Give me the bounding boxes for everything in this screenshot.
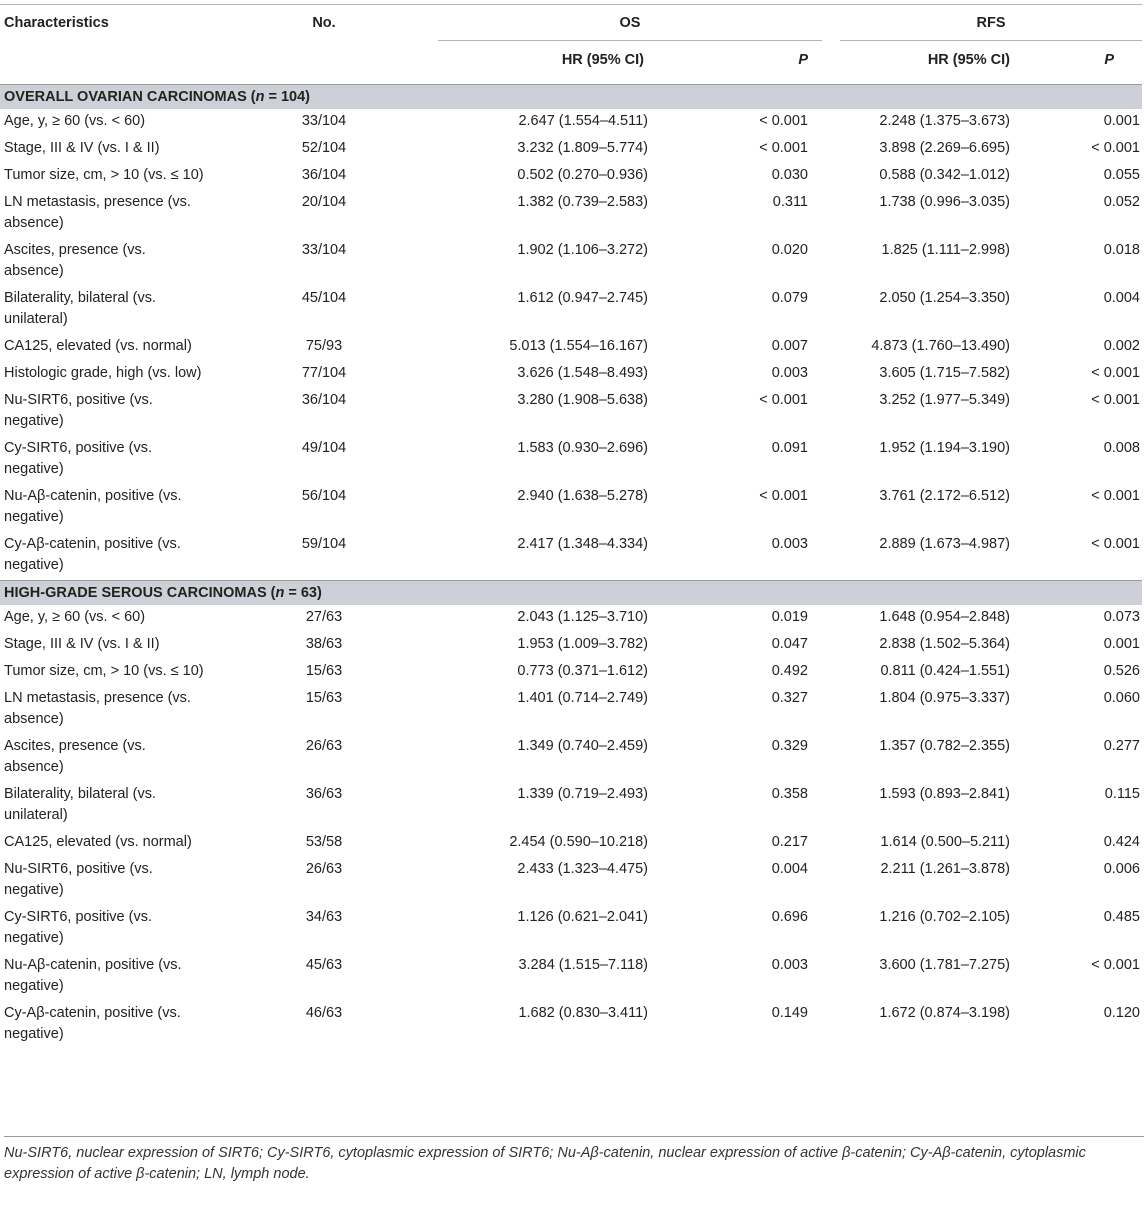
- cell-os-hr: 2.940 (1.638–5.278): [517, 488, 648, 504]
- cell-rfs-hr: 1.952 (1.194–3.190): [879, 440, 1010, 456]
- table-row: [0, 436, 1142, 484]
- cell-rfs-p: < 0.001: [1091, 140, 1140, 156]
- cell-rfs-p: 0.006: [1103, 861, 1140, 877]
- table-row: [0, 605, 1142, 632]
- cell-rfs-p: 0.120: [1103, 1005, 1140, 1021]
- table-row: [0, 388, 1142, 436]
- table-row: [0, 163, 1142, 190]
- cell-characteristic: CA125, elevated (vs. normal): [4, 834, 192, 850]
- cell-os-p: 0.079: [771, 290, 808, 306]
- cell-characteristic: Histologic grade, high (vs. low): [4, 365, 202, 381]
- cell-no: 15/63: [305, 663, 343, 679]
- cell-os-p: 0.696: [771, 909, 808, 925]
- table-row: [0, 361, 1142, 388]
- cell-rfs-hr: 2.248 (1.375–3.673): [879, 113, 1010, 129]
- cell-rfs-hr: 1.357 (0.782–2.355): [879, 738, 1010, 754]
- cell-rfs-hr: 2.838 (1.502–5.364): [879, 636, 1010, 652]
- cell-os-p: 0.020: [771, 242, 808, 258]
- header-os-p: P: [666, 42, 822, 85]
- header-characteristics: Characteristics: [4, 15, 109, 31]
- cell-characteristic: Age, y, ≥ 60 (vs. < 60): [4, 609, 146, 625]
- cell-no: 45/104: [301, 290, 347, 306]
- cell-os-p: 0.030: [771, 167, 808, 183]
- cell-characteristic: Nu-SIRT6, positive (vs. negative): [4, 861, 153, 898]
- cell-os-hr: 3.280 (1.908–5.638): [517, 392, 648, 408]
- cell-no: 77/104: [301, 365, 347, 381]
- cell-os-hr: 2.647 (1.554–4.511): [518, 113, 648, 129]
- cell-no: 49/104: [301, 440, 347, 456]
- cell-characteristic: CA125, elevated (vs. normal): [4, 338, 192, 354]
- cell-os-hr: 5.013 (1.554–16.167): [509, 338, 648, 354]
- table-row: [0, 1001, 1142, 1049]
- cell-rfs-hr: 1.216 (0.702–2.105): [879, 909, 1010, 925]
- cell-rfs-p: < 0.001: [1091, 392, 1140, 408]
- cell-characteristic: Bilaterality, bilateral (vs. unilateral): [4, 786, 157, 823]
- cell-os-hr: 1.339 (0.719–2.493): [517, 786, 648, 802]
- cell-rfs-hr: 1.614 (0.500–5.211): [880, 834, 1010, 850]
- cell-os-p: 0.492: [771, 663, 808, 679]
- table-row: [0, 734, 1142, 782]
- cell-rfs-hr: 1.738 (0.996–3.035): [879, 194, 1010, 210]
- cell-no: 20/104: [301, 194, 347, 210]
- cell-os-hr: 3.232 (1.809–5.774): [517, 140, 648, 156]
- cell-characteristic: Cy-Aβ-catenin, positive (vs. negative): [4, 536, 181, 573]
- header-os: OS: [438, 4, 822, 41]
- cell-no: 46/63: [305, 1005, 343, 1021]
- cell-no: 33/104: [301, 113, 347, 129]
- table-row: [0, 857, 1142, 905]
- section-header: HIGH-GRADE SEROUS CARCINOMAS (n = 63): [0, 581, 1142, 606]
- cell-rfs-p: 0.073: [1103, 609, 1140, 625]
- cell-os-p: < 0.001: [759, 488, 808, 504]
- cell-characteristic: Nu-Aβ-catenin, positive (vs. negative): [4, 488, 182, 525]
- section-header: OVERALL OVARIAN CARCINOMAS (n = 104): [0, 85, 1142, 110]
- cell-os-p: 0.003: [771, 365, 808, 381]
- cell-rfs-hr: 3.252 (1.977–5.349): [879, 392, 1010, 408]
- table-row: [0, 830, 1142, 857]
- cell-no: 27/63: [305, 609, 343, 625]
- cell-os-hr: 1.953 (1.009–3.782): [517, 636, 648, 652]
- cell-os-p: < 0.001: [759, 113, 808, 129]
- cell-os-hr: 1.583 (0.930–2.696): [517, 440, 648, 456]
- header-rfs: RFS: [840, 4, 1142, 41]
- cell-characteristic: Stage, III & IV (vs. I & II): [4, 140, 160, 156]
- cell-os-hr: 1.126 (0.621–2.041): [517, 909, 648, 925]
- header-rfs-group: [822, 4, 1142, 42]
- header-no: No.: [312, 15, 336, 31]
- cell-characteristic: Cy-SIRT6, positive (vs. negative): [4, 909, 152, 946]
- cell-rfs-p: 0.115: [1104, 786, 1140, 802]
- cell-rfs-p: < 0.001: [1091, 365, 1140, 381]
- cell-rfs-hr: 3.898 (2.269–6.695): [879, 140, 1010, 156]
- header-rfs-p: P: [1028, 42, 1142, 85]
- cell-os-hr: 1.612 (0.947–2.745): [517, 290, 648, 306]
- cell-no: 36/104: [301, 167, 347, 183]
- cell-rfs-p: < 0.001: [1091, 488, 1140, 504]
- table-row: [0, 286, 1142, 334]
- cell-os-hr: 1.902 (1.106–3.272): [517, 242, 648, 258]
- table-row: [0, 686, 1142, 734]
- cell-no: 52/104: [301, 140, 347, 156]
- cell-rfs-p: 0.055: [1103, 167, 1140, 183]
- cell-characteristic: Cy-SIRT6, positive (vs. negative): [4, 440, 152, 477]
- table-row: [0, 532, 1142, 581]
- cell-rfs-p: 0.008: [1103, 440, 1140, 456]
- cell-no: 26/63: [305, 738, 343, 754]
- cell-os-hr: 0.773 (0.371–1.612): [517, 663, 648, 679]
- cell-rfs-hr: 1.648 (0.954–2.848): [879, 609, 1010, 625]
- cell-no: 34/63: [305, 909, 343, 925]
- cell-no: 38/63: [305, 636, 343, 652]
- cell-os-hr: 1.401 (0.714–2.749): [517, 690, 648, 706]
- cell-os-p: 0.327: [771, 690, 808, 706]
- cell-os-hr: 2.417 (1.348–4.334): [517, 536, 648, 552]
- cell-characteristic: Bilaterality, bilateral (vs. unilateral): [4, 290, 157, 327]
- cell-rfs-p: 0.424: [1103, 834, 1140, 850]
- cell-characteristic: Tumor size, cm, > 10 (vs. ≤ 10): [4, 167, 204, 183]
- cell-no: 45/63: [305, 957, 343, 973]
- cell-os-p: < 0.001: [759, 140, 808, 156]
- cell-os-p: 0.311: [772, 194, 808, 210]
- cell-no: 75/93: [305, 338, 343, 354]
- cell-no: 56/104: [301, 488, 347, 504]
- cell-rfs-hr: 1.672 (0.874–3.198): [879, 1005, 1010, 1021]
- cell-os-hr: 0.502 (0.270–0.936): [517, 167, 648, 183]
- table-row: [0, 190, 1142, 238]
- cell-os-p: 0.047: [771, 636, 808, 652]
- cell-characteristic: Tumor size, cm, > 10 (vs. ≤ 10): [4, 663, 204, 679]
- header-os-hr: HR (95% CI): [444, 42, 666, 85]
- cell-os-hr: 2.043 (1.125–3.710): [517, 609, 648, 625]
- cell-os-p: < 0.001: [759, 392, 808, 408]
- cell-os-p: 0.149: [771, 1005, 808, 1021]
- cell-no: 36/63: [305, 786, 343, 802]
- cell-no: 33/104: [301, 242, 347, 258]
- cell-rfs-p: 0.052: [1103, 194, 1140, 210]
- cell-characteristic: Nu-Aβ-catenin, positive (vs. negative): [4, 957, 182, 994]
- table-row: [0, 334, 1142, 361]
- cell-no: 15/63: [305, 690, 343, 706]
- cell-characteristic: LN metastasis, presence (vs. absence): [4, 690, 191, 727]
- cell-os-p: 0.003: [771, 536, 808, 552]
- cell-no: 26/63: [305, 861, 343, 877]
- cell-os-p: 0.004: [771, 861, 808, 877]
- cell-rfs-p: 0.060: [1103, 690, 1140, 706]
- footnote: Nu-SIRT6, nuclear expression of SIRT6; Cy-SIRT6, cytoplasmic expression of SIRT6; Nu-Aβ-catenin, nuclear expression of active β-catenin; Cy-Aβ-catenin, cytoplasmic expression of active β-catenin; LN, lymph node.: [4, 1136, 1144, 1185]
- cell-rfs-hr: 1.804 (0.975–3.337): [879, 690, 1010, 706]
- table-row: [0, 632, 1142, 659]
- cell-no: 53/58: [305, 834, 343, 850]
- cell-rfs-p: 0.004: [1103, 290, 1140, 306]
- cell-os-hr: 2.454 (0.590–10.218): [509, 834, 648, 850]
- header-os-group: [444, 4, 822, 42]
- cell-rfs-p: 0.001: [1103, 636, 1140, 652]
- cell-os-p: 0.003: [771, 957, 808, 973]
- cell-rfs-p: 0.277: [1103, 738, 1140, 754]
- table-row: [0, 238, 1142, 286]
- cell-rfs-p: 0.526: [1103, 663, 1140, 679]
- cell-os-p: 0.007: [771, 338, 808, 354]
- cell-characteristic: Stage, III & IV (vs. I & II): [4, 636, 160, 652]
- cell-rfs-p: 0.002: [1103, 338, 1140, 354]
- cell-rfs-hr: 1.593 (0.893–2.841): [879, 786, 1010, 802]
- header-rfs-hr: HR (95% CI): [822, 42, 1028, 85]
- cell-no: 36/104: [301, 392, 347, 408]
- cell-os-p: 0.217: [771, 834, 808, 850]
- survival-table: [0, 4, 1142, 1049]
- cell-rfs-p: 0.001: [1103, 113, 1140, 129]
- table-row: [0, 659, 1142, 686]
- cell-os-hr: 2.433 (1.323–4.475): [517, 861, 648, 877]
- cell-rfs-hr: 0.588 (0.342–1.012): [879, 167, 1010, 183]
- cell-characteristic: LN metastasis, presence (vs. absence): [4, 194, 191, 231]
- cell-rfs-hr: 3.600 (1.781–7.275): [879, 957, 1010, 973]
- cell-os-hr: 1.349 (0.740–2.459): [517, 738, 648, 754]
- cell-rfs-p: < 0.001: [1091, 536, 1140, 552]
- cell-os-p: 0.329: [771, 738, 808, 754]
- table-row: [0, 953, 1142, 1001]
- cell-characteristic: Cy-Aβ-catenin, positive (vs. negative): [4, 1005, 181, 1042]
- table-row: [0, 136, 1142, 163]
- cell-rfs-hr: 0.811 (0.424–1.551): [880, 663, 1010, 679]
- cell-rfs-hr: 3.605 (1.715–7.582): [879, 365, 1010, 381]
- cell-characteristic: Ascites, presence (vs. absence): [4, 738, 146, 775]
- cell-rfs-hr: 1.825 (1.111–2.998): [881, 242, 1010, 258]
- cell-os-p: 0.358: [771, 786, 808, 802]
- table-row: [0, 109, 1142, 136]
- cell-rfs-p: < 0.001: [1091, 957, 1140, 973]
- cell-no: 59/104: [301, 536, 347, 552]
- cell-os-hr: 1.382 (0.739–2.583): [517, 194, 648, 210]
- cell-characteristic: Nu-SIRT6, positive (vs. negative): [4, 392, 153, 429]
- cell-rfs-hr: 2.889 (1.673–4.987): [879, 536, 1010, 552]
- cell-rfs-hr: 4.873 (1.760–13.490): [871, 338, 1010, 354]
- cell-rfs-hr: 2.211 (1.261–3.878): [880, 861, 1010, 877]
- cell-os-p: 0.091: [771, 440, 808, 456]
- cell-os-hr: 3.284 (1.515–7.118): [518, 957, 648, 973]
- cell-os-hr: 3.626 (1.548–8.493): [517, 365, 648, 381]
- cell-rfs-hr: 3.761 (2.172–6.512): [879, 488, 1010, 504]
- cell-rfs-hr: 2.050 (1.254–3.350): [879, 290, 1010, 306]
- cell-rfs-p: 0.018: [1103, 242, 1140, 258]
- table-row: [0, 484, 1142, 532]
- cell-characteristic: Ascites, presence (vs. absence): [4, 242, 146, 279]
- cell-characteristic: Age, y, ≥ 60 (vs. < 60): [4, 113, 146, 129]
- cell-os-p: 0.019: [771, 609, 808, 625]
- table-row: [0, 905, 1142, 953]
- cell-os-hr: 1.682 (0.830–3.411): [518, 1005, 648, 1021]
- cell-rfs-p: 0.485: [1103, 909, 1140, 925]
- table-row: [0, 782, 1142, 830]
